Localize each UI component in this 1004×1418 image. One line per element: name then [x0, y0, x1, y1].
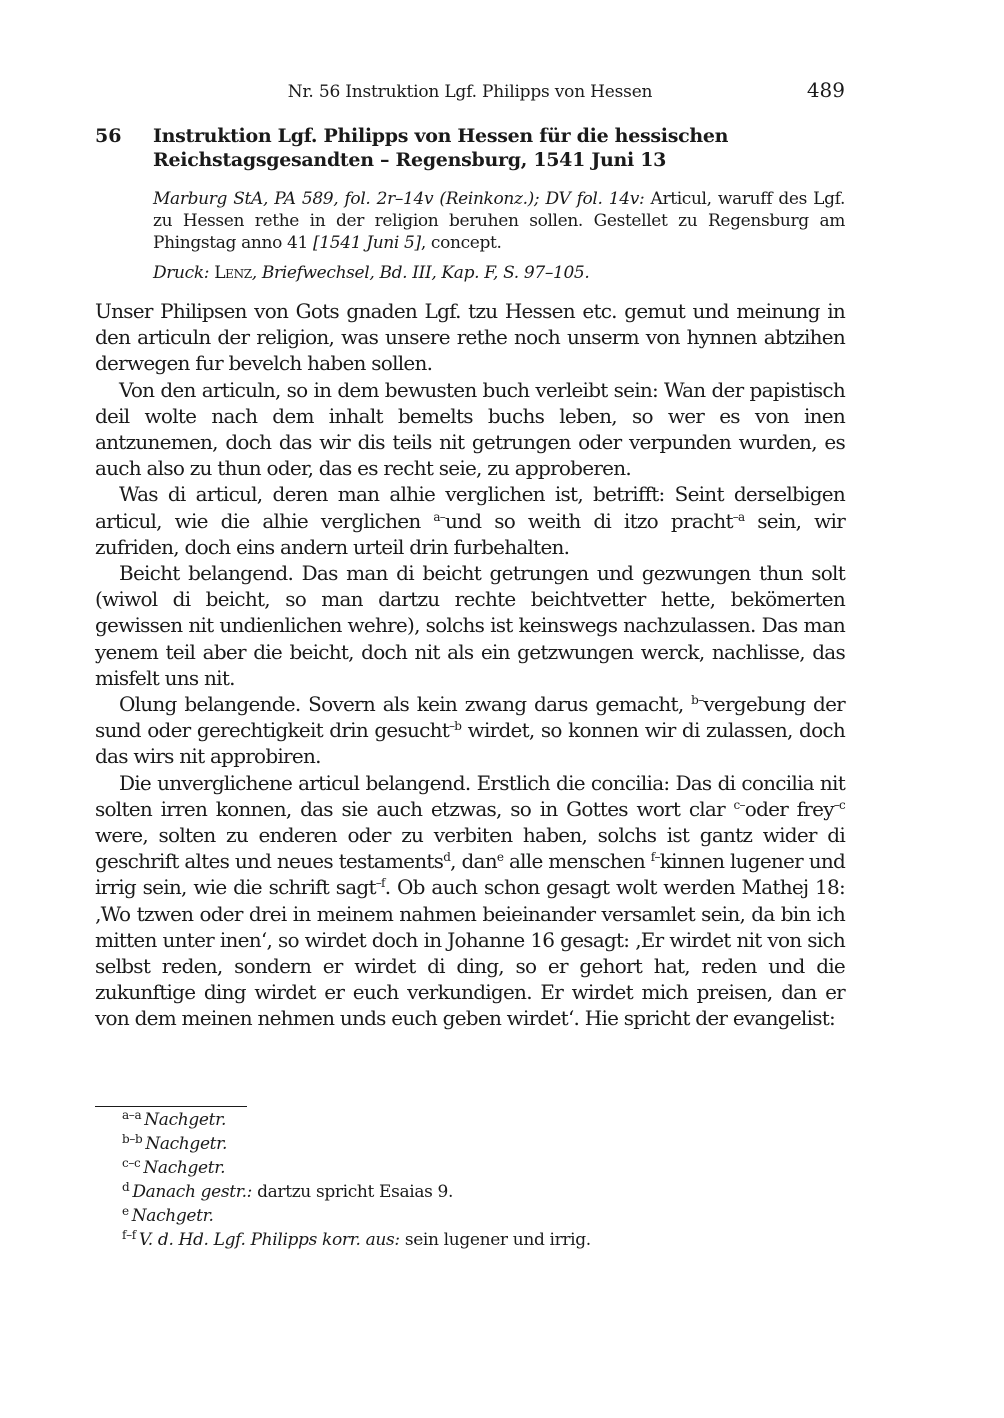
document-number: 56	[95, 125, 122, 147]
footnote-mark: d	[122, 1180, 130, 1194]
text-run: . Ob auch schon gesagt wolt werden Mathej 18: ‚Wo tzwen oder drei in meinem nahmen beieinander versamlet sein, da bin ich mitten unter inen‘, so wirdet doch in Johanne 16 gesagt: ‚Er wirdet nit von sich selbst reden, sondern er wirdet di ding, so er gehort hat, reden und die zukunftige ding wirdet er euch verkundigen. Er wirdet mich preisen, dan er von dem meinen nehmen unds euch geben wirdet‘. Hie spricht der evangelist:	[95, 875, 845, 1031]
print-author: Lenz	[214, 263, 252, 283]
text-run: vergebung der sund oder gerechtigkeit drin gesucht	[95, 692, 845, 743]
footnote-mark: e	[122, 1204, 129, 1218]
footnote-italic: Nachgetr.	[131, 1206, 214, 1226]
footnote	[122, 1180, 822, 1204]
print-label: Druck:	[153, 263, 210, 283]
footnote	[122, 1204, 822, 1228]
text-run: alle menschen	[503, 849, 651, 874]
running-header	[95, 78, 845, 106]
footnote-marker: d	[443, 850, 451, 865]
footnote-italic: Nachgetr.	[143, 1158, 226, 1178]
footnote-rule	[95, 1106, 247, 1107]
text-run: Die unverglichene articul belangend. Erstlich die concilia: Das di concilia nit solten irren konnen, das sie auch etzwas, so in Gottes wort clar	[95, 770, 845, 821]
footnote-italic: Nachgetr.	[145, 1134, 228, 1154]
text-run: Olung belangende. Sovern als kein zwang darus gemacht,	[119, 692, 692, 717]
page	[95, 78, 845, 1032]
print-reference: , Briefwechsel, Bd. III, Kap. F, S. 97–105.	[251, 263, 590, 283]
footnote-mark: c–c	[122, 1156, 141, 1170]
dorsal-date: [1541 Juni 5]	[313, 233, 421, 253]
text-run: were, solten zu enderen oder zu verbiten haben, solchs ist gantz wider di geschrift altes und neues testaments	[95, 823, 845, 874]
footnote	[122, 1132, 822, 1156]
paragraph: Beicht belangend. Das man di beicht getrungen und gezwungen thun solt (wiwol di beicht, so man dartzu rechte beichtvetter hette, bekömerten gewissen nit undienlichen wehre), solchs ist keinswegs nachzulassen. Das man yenem teil aber die beicht, doch nit als ein getzwungen werck, nachlisse, das misfelt uns nit.	[95, 561, 845, 690]
footnote-text: dartzu spricht Esaias 9.	[252, 1182, 454, 1202]
body-text	[95, 298, 845, 1032]
footnote-text: sein lugener und irrig.	[399, 1230, 591, 1250]
footnote	[122, 1108, 822, 1132]
footnotes	[122, 1108, 822, 1252]
footnote-mark: a–a	[122, 1108, 142, 1122]
dorsal-text: Articul, waruff des Lgf. zu Hessen rethe in der religion beruhen sollen. Gestellet zu Regensburg am Phingstag anno 41	[153, 189, 846, 253]
text-run: kinnen lugener und irrig sein, wie die schrift sagt	[95, 849, 846, 900]
footnote-marker: f–	[650, 850, 660, 865]
document-title: Instruktion Lgf. Philipps von Hessen für die hessischen Reichstagsgesandten – Regensburg, 1541 Juni 13	[153, 125, 729, 171]
text-run: sein, wir zufriden, doch eins andern urteil drin furbehalten.	[95, 508, 845, 559]
footnote-marker: a–	[433, 509, 446, 524]
print-note	[153, 262, 845, 284]
footnote-mark: f–f	[122, 1228, 136, 1242]
footnote-marker: b–	[691, 693, 704, 708]
text-run: und so weith di itzo pracht	[445, 508, 733, 533]
paragraph	[95, 770, 845, 1032]
footnote	[122, 1228, 822, 1252]
document-heading	[95, 124, 845, 172]
source-note	[153, 188, 845, 254]
footnote-marker: –b	[449, 719, 462, 734]
text-run: oder frey	[744, 796, 834, 821]
footnote-marker: e	[496, 850, 504, 865]
footnote-italic: V. d. Hd. Lgf. Philipps korr. aus:	[138, 1230, 400, 1250]
running-title: Nr. 56 Instruktion Lgf. Philipps von Hessen	[287, 82, 653, 102]
footnote-italic: Nachgetr.	[144, 1110, 227, 1130]
page-number: 489	[806, 78, 845, 102]
paragraph: Von den articuln, so in dem bewusten buch verleibt sein: Wan der papistisch deil wolte nach dem inhalt bemelts buchs leben, so wer es von inen antzunemen, doch das wir dis teils nit getrungen oder verpunden wurden, es auch also zu thun oder, das es recht seie, zu approberen.	[95, 377, 845, 481]
text-run: , dan	[450, 849, 497, 874]
footnote-marker: –c	[833, 797, 845, 812]
paragraph: Unser Philipsen von Gots gnaden Lgf. tzu Hessen etc. gemut und meinung in den articuln der religion, was unsere rethe noch unserm von hynnen abtzihen derwegen fur bevelch haben sollen.	[95, 299, 845, 376]
archive-reference: Marburg StA, PA 589, fol. 2r–14v (Reinkonz.); DV fol. 14v:	[153, 189, 645, 209]
footnote-marker: –f	[375, 876, 385, 891]
paragraph	[95, 691, 845, 770]
footnote-italic: Danach gestr.:	[132, 1182, 253, 1202]
footnote	[122, 1156, 822, 1180]
dorsal-text-end: , concept.	[420, 233, 502, 253]
text-run: Was di articul, deren man alhie verglichen ist, betrifft: Seint derselbigen articul, wie die alhie verglichen	[95, 482, 845, 533]
paragraph	[95, 481, 845, 560]
footnote-marker: –a	[732, 509, 745, 524]
text-run: wirdet, so konnen wir di zulassen, doch das wirs nit approbiren.	[95, 718, 845, 769]
footnote-mark: b–b	[122, 1132, 143, 1146]
footnote-marker: c–	[733, 797, 745, 812]
